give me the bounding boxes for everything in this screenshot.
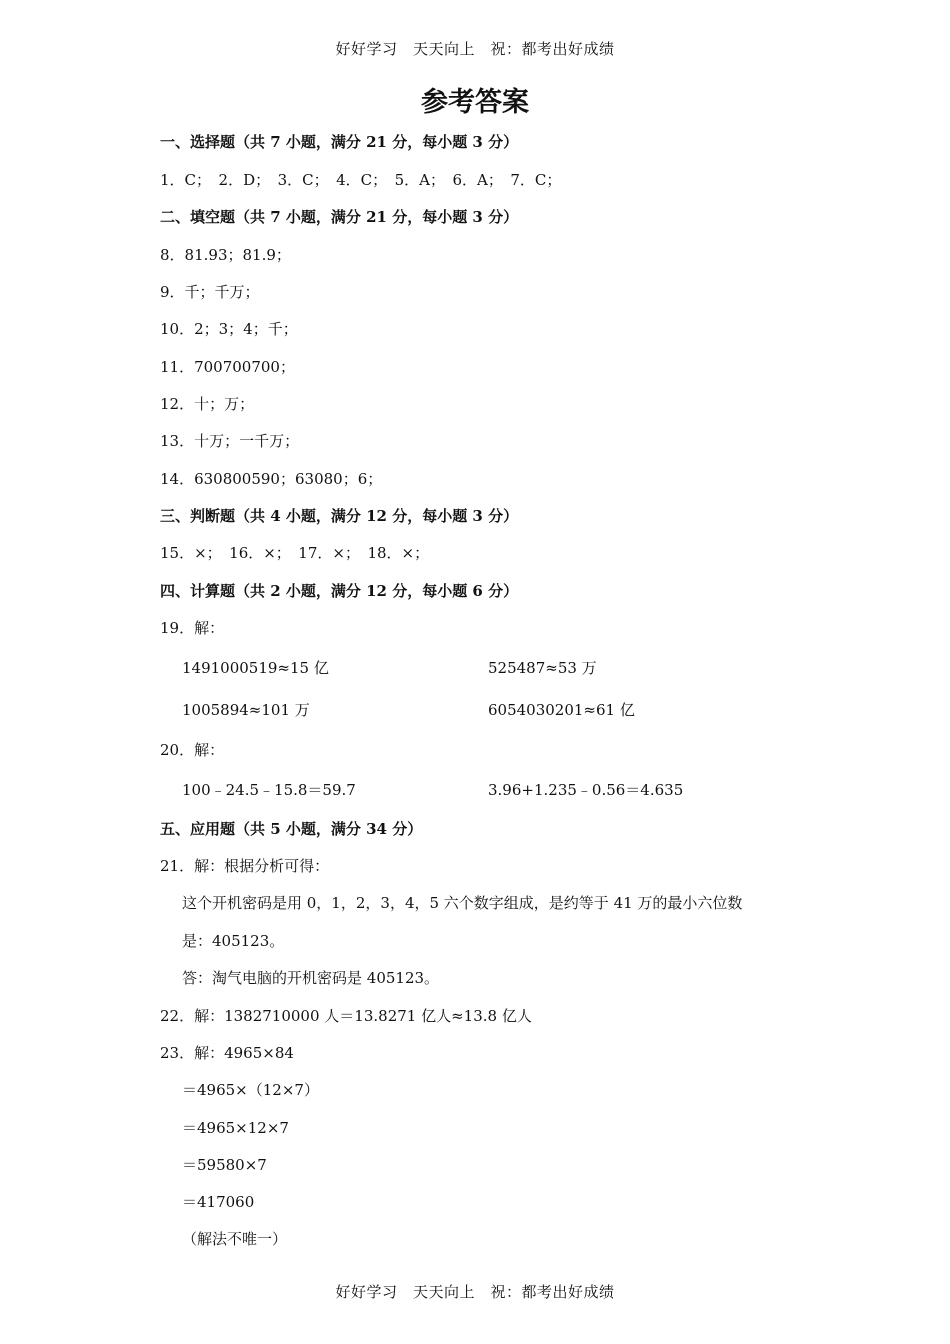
q20-left: 100﹣24.5﹣15.8＝59.7 — [182, 781, 356, 799]
page-footer: 好好学习 天天向上 祝：都考出好成绩 — [335, 1283, 615, 1301]
question-20-label: 20．解： — [160, 741, 225, 759]
q21-answer: 答：淘气电脑的开机密码是 405123。 — [182, 969, 440, 987]
section-5-heading: 五、应用题（共 5 小题，满分 34 分） — [160, 820, 423, 838]
q21-line1: 这个开机密码是用 0，1，2，3，4，5 六个数字组成，是约等于 41 万的最小六位数 — [182, 894, 743, 912]
q19-row2-left: 1005894≈101 万 — [182, 701, 310, 719]
question-21-label: 21．解：根据分析可得： — [160, 857, 330, 875]
q23-step4: ＝417060 — [182, 1193, 255, 1211]
q19-row2-right: 6054030201≈61 亿 — [488, 701, 635, 719]
section-1-answers: 1．C； 2．D； 3．C； 4．C； 5．A； 6．A； 7．C； — [160, 171, 562, 189]
page-header: 好好学习 天天向上 祝：都考出好成绩 — [335, 40, 615, 58]
q21-line2: 是：405123。 — [182, 932, 285, 950]
answer-10: 10．2；3；4；千； — [160, 320, 298, 338]
q23-step3: ＝59580×7 — [182, 1156, 267, 1174]
section-1-heading: 一、选择题（共 7 小题，满分 21 分，每小题 3 分） — [160, 133, 519, 151]
q19-row1-right: 525487≈53 万 — [488, 659, 597, 677]
answer-14: 14．630800590；63080；6； — [160, 470, 383, 488]
answer-11: 11．700700700； — [160, 358, 295, 376]
question-23-label: 23．解：4965×84 — [160, 1044, 294, 1062]
page-title: 参考答案 — [421, 87, 529, 118]
q23-step2: ＝4965×12×7 — [182, 1119, 289, 1137]
q19-row1-left: 1491000519≈15 亿 — [182, 659, 329, 677]
section-4-heading: 四、计算题（共 2 小题，满分 12 分，每小题 6 分） — [160, 582, 519, 600]
section-2-heading: 二、填空题（共 7 小题，满分 21 分，每小题 3 分） — [160, 208, 519, 226]
section-3-heading: 三、判断题（共 4 小题，满分 12 分，每小题 3 分） — [160, 507, 519, 525]
answer-12: 12．十；万； — [160, 395, 255, 413]
answer-8: 8．81.93；81.9； — [160, 246, 291, 264]
answer-9: 9．千；千万； — [160, 283, 260, 301]
q23-step1: ＝4965×（12×7） — [182, 1081, 319, 1099]
q20-right: 3.96+1.235﹣0.56＝4.635 — [488, 781, 684, 799]
question-19-label: 19．解： — [160, 619, 225, 637]
question-22: 22．解：1382710000 人＝13.8271 亿人≈13.8 亿人 — [160, 1007, 532, 1025]
q23-note: （解法不唯一） — [182, 1230, 288, 1248]
answer-13: 13．十万；一千万； — [160, 432, 300, 450]
section-3-answers: 15．×； 16．×； 17．×； 18．×； — [160, 544, 430, 562]
